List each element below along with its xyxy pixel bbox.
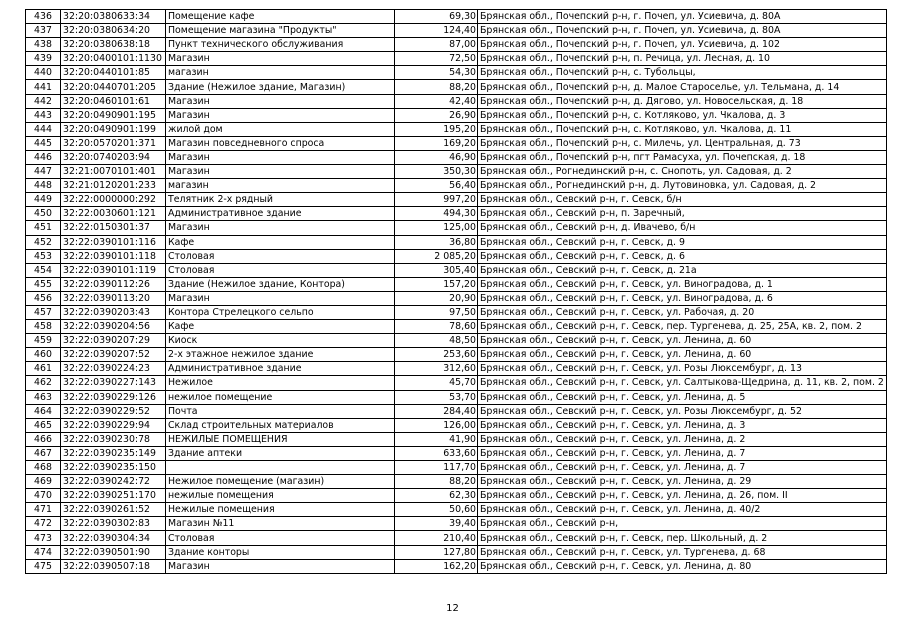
table-row [26, 446, 887, 460]
area-cell: 157,20 [395, 277, 478, 291]
cadastral-number-cell: 32:20:0570201:371 [61, 136, 166, 150]
area-cell: 87,00 [395, 38, 478, 52]
table-row [26, 221, 887, 235]
object-name-cell: НЕЖИЛЫЕ ПОМЕЩЕНИЯ [166, 432, 395, 446]
table-row [26, 38, 887, 52]
cadastral-number-cell: 32:22:0390229:94 [61, 418, 166, 432]
row-number-cell: 451 [26, 221, 61, 235]
row-number-cell: 446 [26, 150, 61, 164]
row-number-cell: 452 [26, 235, 61, 249]
area-cell: 124,40 [395, 24, 478, 38]
document-page [25, 9, 886, 574]
address-cell: Брянская обл., Почепский р-н, с. Котляково, ул. Чкалова, д. 11 [478, 122, 887, 136]
address-cell: Брянская обл., Почепский р-н, с. Тубольцы, [478, 66, 887, 80]
area-cell: 78,60 [395, 320, 478, 334]
row-number-cell: 466 [26, 432, 61, 446]
address-cell: Брянская обл., Севский р-н, г. Севск, д. 21а [478, 263, 887, 277]
object-name-cell: нежилые помещения [166, 489, 395, 503]
row-number-cell: 447 [26, 165, 61, 179]
row-number-cell: 444 [26, 122, 61, 136]
area-cell: 88,20 [395, 80, 478, 94]
area-cell: 210,40 [395, 531, 478, 545]
address-cell: Брянская обл., Севский р-н, г. Севск, ул. Ленина, д. 40/2 [478, 503, 887, 517]
address-cell: Брянская обл., Почепский р-н, г. Почеп, ул. Усиевича, д. 80А [478, 10, 887, 24]
object-name-cell: Здание конторы [166, 545, 395, 559]
object-name-cell: Нежилое помещение (магазин) [166, 475, 395, 489]
row-number-cell: 458 [26, 320, 61, 334]
cadastral-number-cell: 32:21:0070101:401 [61, 165, 166, 179]
object-name-cell: Пункт технического обслуживания [166, 38, 395, 52]
cadastral-number-cell: 32:22:0390229:52 [61, 404, 166, 418]
table-row [26, 122, 887, 136]
table-row [26, 66, 887, 80]
row-number-cell: 456 [26, 291, 61, 305]
cadastral-number-cell: 32:22:0390302:83 [61, 517, 166, 531]
row-number-cell: 442 [26, 94, 61, 108]
area-cell: 20,90 [395, 291, 478, 305]
area-cell: 50,60 [395, 503, 478, 517]
object-name-cell: Помещение магазина "Продукты" [166, 24, 395, 38]
row-number-cell: 455 [26, 277, 61, 291]
row-number-cell: 460 [26, 348, 61, 362]
address-cell: Брянская обл., Почепский р-н, г. Почеп, ул. Усиевича, д. 102 [478, 38, 887, 52]
area-cell: 162,20 [395, 559, 478, 573]
cadastral-number-cell: 32:22:0390261:52 [61, 503, 166, 517]
object-name-cell: Здание (Нежилое здание, Магазин) [166, 80, 395, 94]
row-number-cell: 461 [26, 362, 61, 376]
table-row [26, 418, 887, 432]
object-name-cell: Киоск [166, 334, 395, 348]
object-name-cell: Контора Стрелецкого сельпо [166, 305, 395, 319]
cadastral-number-cell: 32:22:0000000:292 [61, 193, 166, 207]
address-cell: Брянская обл., Севский р-н, г. Севск, пер. Тургенева, д. 25, 25А, кв. 2, пом. 2 [478, 320, 887, 334]
row-number-cell: 440 [26, 66, 61, 80]
area-cell: 312,60 [395, 362, 478, 376]
address-cell: Брянская обл., Севский р-н, п. Заречный, [478, 207, 887, 221]
table-row [26, 249, 887, 263]
address-cell: Брянская обл., Почепский р-н, с. Милечь, ул. Центральная, д. 73 [478, 136, 887, 150]
row-number-cell: 450 [26, 207, 61, 221]
cadastral-number-cell: 32:20:0460101:61 [61, 94, 166, 108]
table-row [26, 24, 887, 38]
table-row [26, 108, 887, 122]
address-cell: Брянская обл., Севский р-н, г. Севск, б/н [478, 193, 887, 207]
row-number-cell: 464 [26, 404, 61, 418]
cadastral-number-cell: 32:22:0390229:126 [61, 390, 166, 404]
address-cell: Брянская обл., Севский р-н, г. Севск, ул. Ленина, д. 26, пом. II [478, 489, 887, 503]
cadastral-number-cell: 32:21:0120201:233 [61, 179, 166, 193]
table-row [26, 235, 887, 249]
object-name-cell: Нежилые помещения [166, 503, 395, 517]
area-cell: 169,20 [395, 136, 478, 150]
area-cell: 53,70 [395, 390, 478, 404]
cadastral-number-cell: 32:22:0390101:118 [61, 249, 166, 263]
table-row [26, 334, 887, 348]
object-name-cell: Столовая [166, 249, 395, 263]
object-name-cell: Здание (Нежилое здание, Контора) [166, 277, 395, 291]
cadastral-number-cell: 32:20:0380633:34 [61, 10, 166, 24]
table-row [26, 362, 887, 376]
cadastral-number-cell: 32:20:0380638:18 [61, 38, 166, 52]
object-name-cell: Нежилое [166, 376, 395, 390]
cadastral-number-cell: 32:20:0490901:199 [61, 122, 166, 136]
area-cell: 494,30 [395, 207, 478, 221]
table-row [26, 545, 887, 559]
table-row [26, 305, 887, 319]
object-name-cell: Магазин повседневного спроса [166, 136, 395, 150]
area-cell: 97,50 [395, 305, 478, 319]
address-cell: Брянская обл., Севский р-н, г. Севск, ул. Ленина, д. 80 [478, 559, 887, 573]
row-number-cell: 470 [26, 489, 61, 503]
cadastral-number-cell: 32:22:0390501:90 [61, 545, 166, 559]
address-cell: Брянская обл., Севский р-н, г. Севск, ул. Ленина, д. 3 [478, 418, 887, 432]
row-number-cell: 462 [26, 376, 61, 390]
object-name-cell: Здание аптеки [166, 446, 395, 460]
cadastral-number-cell: 32:22:0390207:29 [61, 334, 166, 348]
object-name-cell: Административное здание [166, 362, 395, 376]
area-cell: 56,40 [395, 179, 478, 193]
object-name-cell: Столовая [166, 531, 395, 545]
table-row [26, 404, 887, 418]
area-cell: 284,40 [395, 404, 478, 418]
area-cell: 42,40 [395, 94, 478, 108]
cadastral-number-cell: 32:22:0390235:150 [61, 461, 166, 475]
area-cell: 997,20 [395, 193, 478, 207]
address-cell: Брянская обл., Севский р-н, г. Севск, ул. Ленина, д. 5 [478, 390, 887, 404]
cadastral-number-cell: 32:22:0390112:26 [61, 277, 166, 291]
row-number-cell: 445 [26, 136, 61, 150]
area-cell: 69,30 [395, 10, 478, 24]
object-name-cell: Магазин [166, 559, 395, 573]
address-cell: Брянская обл., Почепский р-н, д. Дягово, ул. Новосельская, д. 18 [478, 94, 887, 108]
table-row [26, 94, 887, 108]
row-number-cell: 454 [26, 263, 61, 277]
cadastral-number-cell: 32:22:0390230:78 [61, 432, 166, 446]
cadastral-number-cell: 32:22:0390235:149 [61, 446, 166, 460]
cadastral-number-cell: 32:22:0390242:72 [61, 475, 166, 489]
row-number-cell: 459 [26, 334, 61, 348]
area-cell: 41,90 [395, 432, 478, 446]
cadastral-number-cell: 32:22:0030601:121 [61, 207, 166, 221]
area-cell: 126,00 [395, 418, 478, 432]
area-cell: 2 085,20 [395, 249, 478, 263]
area-cell: 117,70 [395, 461, 478, 475]
address-cell: Брянская обл., Севский р-н, г. Севск, ул. Ленина, д. 7 [478, 446, 887, 460]
table-row [26, 291, 887, 305]
cadastral-number-cell: 32:22:0390113:20 [61, 291, 166, 305]
row-number-cell: 438 [26, 38, 61, 52]
cadastral-number-cell: 32:20:0740203:94 [61, 150, 166, 164]
cadastral-number-cell: 32:22:0390251:170 [61, 489, 166, 503]
area-cell: 633,60 [395, 446, 478, 460]
table-row [26, 277, 887, 291]
cadastral-number-cell: 32:20:0380634:20 [61, 24, 166, 38]
object-name-cell: Магазин [166, 150, 395, 164]
address-cell: Брянская обл., Почепский р-н, г. Почеп, ул. Усиевича, д. 80А [478, 24, 887, 38]
area-cell: 350,30 [395, 165, 478, 179]
object-name-cell: Административное здание [166, 207, 395, 221]
table-row [26, 136, 887, 150]
table-row [26, 52, 887, 66]
area-cell: 195,20 [395, 122, 478, 136]
cadastral-number-cell: 32:22:0390507:18 [61, 559, 166, 573]
address-cell: Брянская обл., Почепский р-н, д. Малое Староселье, ул. Тельмана, д. 14 [478, 80, 887, 94]
table-row [26, 489, 887, 503]
object-name-cell: нежилое помещение [166, 390, 395, 404]
table-row [26, 432, 887, 446]
table-row [26, 150, 887, 164]
row-number-cell: 475 [26, 559, 61, 573]
cadastral-number-cell: 32:22:0390204:56 [61, 320, 166, 334]
table-row [26, 165, 887, 179]
row-number-cell: 473 [26, 531, 61, 545]
address-cell: Брянская обл., Севский р-н, г. Севск, ул. Салтыкова-Щедрина, д. 11, кв. 2, пом. 2 [478, 376, 887, 390]
row-number-cell: 465 [26, 418, 61, 432]
property-table [25, 9, 887, 574]
area-cell: 88,20 [395, 475, 478, 489]
table-row [26, 531, 887, 545]
row-number-cell: 472 [26, 517, 61, 531]
row-number-cell: 463 [26, 390, 61, 404]
cadastral-number-cell: 32:22:0390101:119 [61, 263, 166, 277]
table-row [26, 376, 887, 390]
object-name-cell: магазин [166, 66, 395, 80]
area-cell: 26,90 [395, 108, 478, 122]
row-number-cell: 467 [26, 446, 61, 460]
table-row [26, 10, 887, 24]
table-row [26, 207, 887, 221]
address-cell: Брянская обл., Севский р-н, г. Севск, ул. Рабочая, д. 20 [478, 305, 887, 319]
cadastral-number-cell: 32:20:0400101:1130 [61, 52, 166, 66]
address-cell: Брянская обл., Севский р-н, г. Севск, ул. Ленина, д. 7 [478, 461, 887, 475]
object-name-cell: 2-х этажное нежилое здание [166, 348, 395, 362]
address-cell: Брянская обл., Севский р-н, г. Севск, ул. Виноградова, д. 1 [478, 277, 887, 291]
row-number-cell: 443 [26, 108, 61, 122]
address-cell: Брянская обл., Севский р-н, г. Севск, ул. Ленина, д. 60 [478, 348, 887, 362]
row-number-cell: 469 [26, 475, 61, 489]
address-cell: Брянская обл., Севский р-н, г. Севск, ул. Ленина, д. 60 [478, 334, 887, 348]
table-row [26, 179, 887, 193]
table-row [26, 263, 887, 277]
row-number-cell: 439 [26, 52, 61, 66]
cadastral-number-cell: 32:22:0390101:116 [61, 235, 166, 249]
address-cell: Брянская обл., Севский р-н, г. Севск, ул. Виноградова, д. 6 [478, 291, 887, 305]
object-name-cell: магазин [166, 179, 395, 193]
object-name-cell: Склад строительных материалов [166, 418, 395, 432]
area-cell: 72,50 [395, 52, 478, 66]
table-row [26, 193, 887, 207]
row-number-cell: 441 [26, 80, 61, 94]
table-row [26, 80, 887, 94]
object-name-cell: Магазин [166, 221, 395, 235]
cadastral-number-cell: 32:22:0390207:52 [61, 348, 166, 362]
row-number-cell: 437 [26, 24, 61, 38]
object-name-cell: Магазин [166, 108, 395, 122]
address-cell: Брянская обл., Почепский р-н, п. Речица, ул. Лесная, д. 10 [478, 52, 887, 66]
area-cell: 36,80 [395, 235, 478, 249]
object-name-cell: Кафе [166, 235, 395, 249]
table-row [26, 517, 887, 531]
object-name-cell: Магазин [166, 165, 395, 179]
area-cell: 305,40 [395, 263, 478, 277]
object-name-cell: Помещение кафе [166, 10, 395, 24]
cadastral-number-cell: 32:20:0440701:205 [61, 80, 166, 94]
row-number-cell: 474 [26, 545, 61, 559]
table-row [26, 475, 887, 489]
table-row [26, 559, 887, 573]
object-name-cell: Почта [166, 404, 395, 418]
cadastral-number-cell: 32:20:0440101:85 [61, 66, 166, 80]
object-name-cell: Магазин [166, 291, 395, 305]
table-row [26, 320, 887, 334]
cadastral-number-cell: 32:22:0390203:43 [61, 305, 166, 319]
row-number-cell: 448 [26, 179, 61, 193]
address-cell: Брянская обл., Севский р-н, д. Ивачево, б/н [478, 221, 887, 235]
address-cell: Брянская обл., Почепский р-н, пгт Рамасуха, ул. Почепская, д. 18 [478, 150, 887, 164]
object-name-cell [166, 461, 395, 475]
object-name-cell: Телятник 2-х рядный [166, 193, 395, 207]
page-number: 12 [446, 603, 459, 614]
area-cell: 54,30 [395, 66, 478, 80]
area-cell: 62,30 [395, 489, 478, 503]
table-row [26, 461, 887, 475]
address-cell: Брянская обл., Севский р-н, г. Севск, ул. Ленина, д. 29 [478, 475, 887, 489]
object-name-cell: Магазин [166, 52, 395, 66]
area-cell: 39,40 [395, 517, 478, 531]
address-cell: Брянская обл., Рогнединский р-н, д. Лутовиновка, ул. Садовая, д. 2 [478, 179, 887, 193]
table-body [26, 10, 887, 574]
address-cell: Брянская обл., Севский р-н, г. Севск, д. 9 [478, 235, 887, 249]
object-name-cell: жилой дом [166, 122, 395, 136]
cadastral-number-cell: 32:22:0150301:37 [61, 221, 166, 235]
cadastral-number-cell: 32:22:0390227:143 [61, 376, 166, 390]
area-cell: 48,50 [395, 334, 478, 348]
area-cell: 253,60 [395, 348, 478, 362]
object-name-cell: Кафе [166, 320, 395, 334]
address-cell: Брянская обл., Рогнединский р-н, с. Снопоть, ул. Садовая, д. 2 [478, 165, 887, 179]
area-cell: 125,00 [395, 221, 478, 235]
address-cell: Брянская обл., Севский р-н, г. Севск, пер. Школьный, д. 2 [478, 531, 887, 545]
address-cell: Брянская обл., Севский р-н, г. Севск, ул. Тургенева, д. 68 [478, 545, 887, 559]
address-cell: Брянская обл., Севский р-н, г. Севск, ул. Розы Люксембург, д. 13 [478, 362, 887, 376]
object-name-cell: Магазин №11 [166, 517, 395, 531]
address-cell: Брянская обл., Севский р-н, г. Севск, ул. Ленина, д. 2 [478, 432, 887, 446]
object-name-cell: Столовая [166, 263, 395, 277]
address-cell: Брянская обл., Почепский р-н, с. Котляково, ул. Чкалова, д. 3 [478, 108, 887, 122]
row-number-cell: 436 [26, 10, 61, 24]
area-cell: 46,90 [395, 150, 478, 164]
address-cell: Брянская обл., Севский р-н, г. Севск, д. 6 [478, 249, 887, 263]
object-name-cell: Магазин [166, 94, 395, 108]
address-cell: Брянская обл., Севский р-н, [478, 517, 887, 531]
area-cell: 127,80 [395, 545, 478, 559]
row-number-cell: 449 [26, 193, 61, 207]
row-number-cell: 468 [26, 461, 61, 475]
cadastral-number-cell: 32:22:0390224:23 [61, 362, 166, 376]
row-number-cell: 453 [26, 249, 61, 263]
address-cell: Брянская обл., Севский р-н, г. Севск, ул. Розы Люксембург, д. 52 [478, 404, 887, 418]
area-cell: 45,70 [395, 376, 478, 390]
table-row [26, 503, 887, 517]
table-row [26, 390, 887, 404]
table-row [26, 348, 887, 362]
row-number-cell: 471 [26, 503, 61, 517]
cadastral-number-cell: 32:22:0390304:34 [61, 531, 166, 545]
cadastral-number-cell: 32:20:0490901:195 [61, 108, 166, 122]
row-number-cell: 457 [26, 305, 61, 319]
